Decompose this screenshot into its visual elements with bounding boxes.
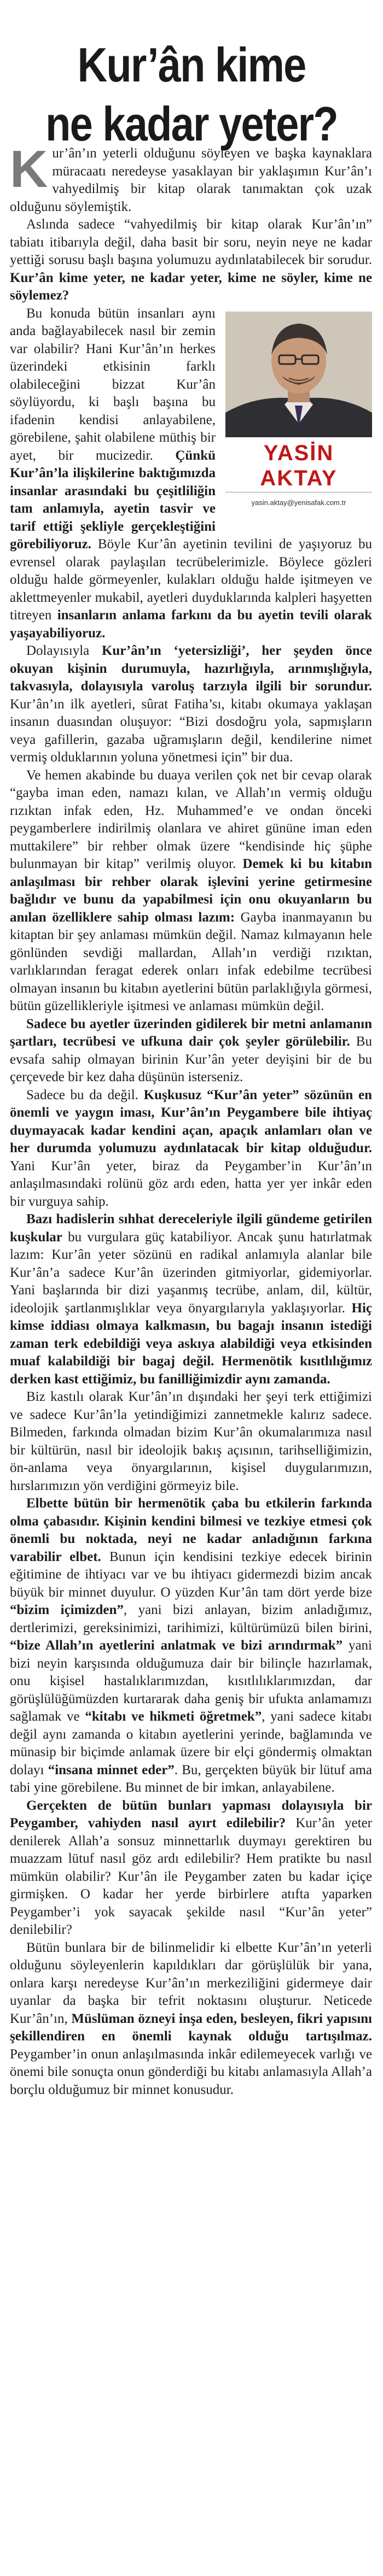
author-name: YASİN AKTAY (260, 441, 338, 490)
paragraph-1: Kur’ân’ın yeterli olduğunu söyleyen ve başka kaynaklara müracaatı neredeyse yasaklayan bir yaklaşımın Kur’ân’ı vahyedilmiş bir kitap olarak tanımaktan çok uzak olduğunu söylemiştik. (10, 140, 372, 214)
author-email: yasin.aktay@yenisafak.com.tr (225, 492, 372, 512)
paragraph-2: Aslında sadece “vahyedilmiş bir kitap olarak Kur’ân’ın” tabiatı itibarıyla değil, daha basit bir soru, neyin neye ne kadar yettiği sorusu başlı başına yolumuzu aydınlatabilecek bir sorudur. Kur’ân kime yeter, ne kadar yeter, kime ne söyler, kime ne söylemez? (10, 217, 372, 303)
paragraph-7: Sadece bu da değil. Kuşkusuz “Kur’ân yeter” sözünün en önemli ve yaygın iması, Kur’ân’ın Peygambere bile ihtiyaç duymayacak kadar kendini açan, apaçık anlamları olan ve her durumda yolumuzu aydınlatacak bir kitap olduğudur. Yani Kur’ân yeter, biraz da Peygamber’in Kur’ân’ın anlaşılmasındaki rolünü göz ardı eden, hatta yer yer inkâr eden bir vurguya sahip. (10, 1087, 373, 1209)
article-title (27, 36, 356, 154)
paragraph-6: Sadece bu ayetler üzerinden gidilerek bir metni anlamanın şartları, tecrübesi ve ufkuna dair çok şeyler görülebilir. Bu evsafa sahip olmayan birinin Kur’ân yeter deyişini bir de bu çerçevede bir kez daha düşünün isterseniz. (10, 1016, 372, 1084)
paragraph-10: Elbette bütün bir hermenötik çaba bu etkilerin farkında olma çabasıdır. Kişinin kendini bilmesi ve tezkiye etmesi çok önemli bu noktada, neyi ne kadar anladığının farkına varabilir elbet. Bunun için kendisini tezkiye edecek birinin eğitimine de ihtiyacı var ve bu ihtiyacı gidermezdi bizim ancak büyük bir minnet duyulur. O yüzden Kur’ân tam dört yerde bize “bizim içimizden”, yani bizi anlayan, bizim anladığımız, dertlerimizi, gereksinimizi, tarihimizi, kültürümüzü bilen birini, “bize Allah’ın ayetlerini anlatmak ve bizi arındırmak” yani bizi neyin karşısında olduğumuza dair bir bilinçle hazırlamak, onu kişisel hastalıklarımızdan, kısıtlılıklarımızdan, dar görüşlülüğümüzden kurtararak daha geniş bir ufukta anlamamızı sağlamak ve “kitabı ve hikmeti öğretmek”, yani sadece kitabı değil aynı zamanda o kitabın ayetlerini yerinde, bağlamında ve münasip bir biçimde anlamak üzere bir elçi göndermiş olmaktan dolayı “insana minnet eder”. Bu, gerçekten büyük bir lütuf ama tabi yine görebilene. Bu minnet de bir imkan, anlayabilene. (10, 1496, 372, 1795)
highlighted-word: Müslüman (71, 2011, 135, 2026)
author-box (225, 312, 372, 512)
paragraph-9: Biz kastılı olarak Kur’ân’ın dışındaki her şeyi terk ettiğimizi ve sadece Kur’ân’la yetindiğimizi zannetmekle kalırız sadece. Bilmeden, farkında olmadan bizim Kur’ân okumalarımıza nasıl bir kültürün, nasıl bir ideolojik bakış açısının, tarihselliğimizin, ön-anlama veya önyargılarının, kişisel duygularımızın, hırslarımızın yön verdiğini görmeyiz bile. (10, 1389, 372, 1493)
article-body (10, 140, 373, 2099)
paragraph-3: Bu konuda bütün insanları aynı anda bağlayabilecek nasıl bir zemin var olabilir? Hani Kur’ân’ın herkes üzerindeki etkisinin farklı olabileceğini bizzat Kur’ân söylüyordu, ki başlı başına bu ifadenin kendisi anlayabilene, görebilene, şahit olabilene müthiş bir ayet, bir mucizedir. Çünkü Kur’ân’la ilişkilerine baktığımızda insanlar arasındaki bu çeşitliliğin tam anlamıyla, ayetin tasvir ve tarif ettiği şekliyle gerçekleştiğini görebiliyoruz. Böyle Kur’ân ayetinin tevilini de yaşıyoruz bu evrensel olarak paylaşılan tecrübelerimizle. Böylece gözleri olduğu halde görmeyenler, kulakları olduğu halde işitmeyen ve aklettmeyenler mukabil, ayetleri duyduklarında kalpleri haşyetten titreyen insanların anlama farkını da bu ayetin tevili olarak yaşayabiliyoruz. (10, 306, 372, 641)
paragraph-11: Gerçekten de bütün bunları yapması dolayısıyla bir Peygamber, vahiyden nasıl ayırt edilebilir? Kur’ân yeter denilerek Allah’a sonsuz minnettarlık duymayı gerektiren bu muazzam lütuf nasıl göz ardı edilebilir? Hem pratikte bu nasıl mümkün olabilir? Kur’ân ile Peygamber zaten bu kadar içiçe girmişken. O kadar her yerde birbirlere atıfta yaparken Peygamber’i yok sayacak şekilde nasıl “Kur’ân yeter” denilebilir? (10, 1798, 372, 1937)
paragraph-12: Bütün bunlara bir de bilinmelidir ki elbette Kur’ân’ın yeterli olduğunu söyleyenlerin kapıldıkları dar görüşlülük bir yana, onlara karşı neredeyse Kur’ân’ın merkeziliğini gidermeye dair uyanlar da başka bir tefrit noktasını oluşturur. Neticede Kur’ân’ın, Müslüman özneyi inşa eden, besleyen, fikri yapısını şekillendiren en önemli kaynak olduğu tartışılmaz. Peygamber’in onun anlaşılmasında inkâr edilemeyecek varlığı ve önemi bile sonuçta onun gönderdiği bu kitabı anlamasıyla Allah’a borçlu olduğumuz bir minnet konusudur. (10, 1940, 373, 2097)
author-photo (225, 312, 372, 437)
drop-cap: K (10, 140, 48, 198)
title-line-1: Kur’ân kime (77, 37, 306, 92)
paragraph-4: Dolayısıyla Kur’ân’ın ‘yetersizliği’, her şeyden önce okuyan kişinin durumuyla, hazırlığıyla, arınmışlığıyla, takvasıyla, dolayısıyla varoluş tarzıyla ilgili bir sorundur. Kur’ân’ın ilk ayetleri, sûrat Fatiha’sı, kitabı okumaya yaklaşan insanın duasından oluşuyor: “Bizi dosdoğru yola, sapmışların veya gafillerin, gazaba uğramışların değil, kendilerine nimet vermiş olduklarının yoluna yönetmesi için” bir dua. (10, 643, 372, 765)
paragraph-5: Ve hemen akabinde bu duaya verilen çok net bir cevap olarak “gayba iman eden, namazı kılan, ve Allah’ın vermiş olduğu rızıktan infak eden, Hz. Muhammed’e ve ondan önceki peygamberlere indirilmiş olanlara ve ahiret gününe iman eden muttakilere” bir rehber olmak üzere “kendisinde hiç şüphe bulunmayan bir kitap” verilmiş oluyor. Demek ki bu kitabın anlaşılması bir rehber olarak işlevini yerine getirmesine bağlıdır ve bunu da yapabilmesi için onu okuyanların bu anılan özelliklere sahip olması lazım: Gayba inanmayanın bu kitaptan bir şey anlaması mümkün değil. Namaz kılmayanın hele gönlünden sevdiği mallardan, Allah’ın verdiği rızıktan, varlıklarından feragat ederek onları infak edebilme tecrübesi olmayan insanın bu kitabın ayetlerini bütün parlaklığıyla görmesi, bütün güzellikleriyle işitmesi ve anlaması mümkün değil. (10, 767, 373, 1013)
author-portrait-image (225, 312, 372, 437)
title-line-2: ne kadar yeter? (45, 96, 338, 151)
paragraph-8: Bazı hadislerin sıhhat dereceleriyle ilgili gündeme getirilen kuşkular bu vurgulara güç katabiliyor. Ancak şunu hatırlatmak lazım: Kur’ân yeter sözünü en radikal anlamıyla alanlar bile Kur’ân’a sadece Kur’ân üzerinden gitmiyorlar, gidemiyorlar. Yani başlarında bir dizi yaşanmış tecrübe, anlam, dil, kültür, ideolojik şartlanmışlıklar veya önyargılarıyla yaklaşıyorlar. Hiç kimse iddiası olmaya kalkmasın, bu bagajı insanın istediği zaman terk edebildiği veya askıya alabildiği veya etkisinden muaf kalabildiği bir bagaj değil. Hermenötik kısıtlılığımız derken kast ettiğimiz, bu fanilliğimizdir aynı zamanda. (10, 1212, 372, 1387)
